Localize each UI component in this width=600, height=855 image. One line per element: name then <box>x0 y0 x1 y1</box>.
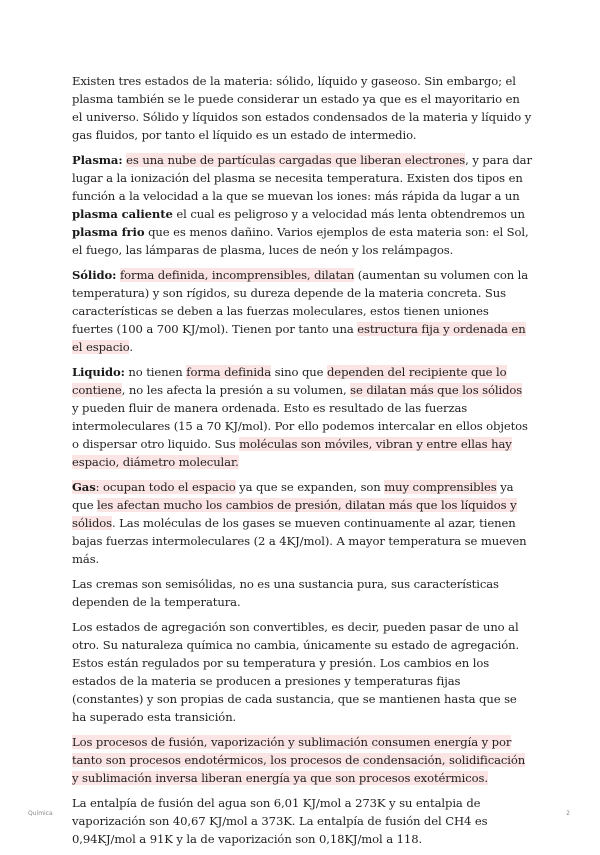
bold-term: plasma frio <box>72 225 145 239</box>
highlighted-text: estructura fija y ordenada en el espacio <box>72 322 526 354</box>
paragraph <box>72 363 532 471</box>
highlighted-text: moléculas son móviles, vibran y entre ellas hay espacio, diámetro molecular. <box>72 437 512 469</box>
paragraph <box>72 151 532 259</box>
highlighted-text: es una nube de partículas cargadas que liberan electrones <box>126 153 466 167</box>
text-run: Los estados de agregación son convertibles, es decir, pueden pasar de uno al otro. Su naturaleza química no cambia, únicamente su estado de agregación. Estos están regulados por su temperatura y presión. Los cambios en los estados de la materia se producen a presiones y temperaturas fijas (constantes) y son propias de cada sustancia, que se mantienen hasta que se ha superado esta transición. <box>72 620 520 724</box>
text-run: , y para dar lugar a la ionización del plasma se necesita temperatura. Existen dos tipos en función a la velocidad a la que se muevan los iones: más rápida da lugar a un <box>72 153 532 203</box>
highlighted-text: forma definida, incomprensibles, dilatan <box>119 268 355 282</box>
text-run: que es menos dañino. Varios ejemplos de esta materia son: el Sol, el fuego, las lámparas de plasma, luces de neón y los relámpagos. <box>72 225 529 257</box>
highlighted-text: Gas <box>72 480 96 494</box>
highlighted-text: les afectan mucho los cambios de presión, dilatan más que los líquidos y sólidos <box>72 498 517 530</box>
page-number: 2 <box>566 810 570 817</box>
bold-term: Plasma: <box>72 153 123 167</box>
text-run: el cual es peligroso y a velocidad más lenta obtendremos un <box>172 207 525 221</box>
highlighted-text: muy comprensibles <box>384 480 497 494</box>
text-run: (aumentan su volumen con la temperatura) y son rígidos, su dureza depende de la materia concreta. Sus características se deben a las fuerzas moleculares, estos tienen uniones fuertes (100 a 700 KJ/mol). Tienen por tanto una <box>72 268 529 336</box>
paragraph <box>72 575 532 611</box>
document-body <box>72 72 532 855</box>
text-run: Existen tres estados de la materia: sólido, líquido y gaseoso. Sin embargo; el plasma también se le puede considerar un estado ya que es el mayoritario en el universo. Sólido y líquidos son estados condensados de la materia y líquido y gas fluidos, por tanto el líquido es un estado de intermedio. <box>72 74 532 142</box>
paragraph <box>72 733 532 787</box>
bold-term: Liquido: <box>72 365 125 379</box>
text-run: La entalpía de fusión del agua son 6,01 KJ/mol a 273K y su entalpia de vaporización son 40,67 KJ/mol a 373K. La entalpía de fusión del CH4 es 0,94KJ/mol a 91K y la de vaporización son 0,18KJ/mol a 118. <box>72 796 488 846</box>
bold-term: Sólido: <box>72 268 117 282</box>
highlighted-text: Los procesos de fusión, vaporización y sublimación consumen energía y por tanto son procesos endotérmicos, los procesos de condensación, solidificación y sublimación inversa liberan energía ya que son procesos exotérmicos. <box>72 735 526 785</box>
highlighted-text: se dilatan más que los sólidos <box>350 383 523 397</box>
text-run: , no les afecta la presión a su volumen, <box>121 383 351 397</box>
paragraph <box>72 478 532 568</box>
bold-term: plasma caliente <box>72 207 173 221</box>
highlighted-text: forma definida <box>186 365 272 379</box>
text-run: ya que se expanden, son <box>235 480 385 494</box>
highlighted-text: : <box>95 480 104 494</box>
text-run: y pueden fluir de manera ordenada. Esto es resultado de las fuerzas intermoleculares (15 a 70 KJ/mol). Por ello podemos intercalar en ellos objetos o dispersar otro liquido. Sus <box>72 401 528 451</box>
paragraph <box>72 618 532 726</box>
text-run: ya que <box>72 480 514 512</box>
text-run: . Las moléculas de los gases se mueven continuamente al azar, tienen bajas fuerzas intermoleculares (2 a 4KJ/mol). A mayor temperatura se mueven más. <box>72 516 527 566</box>
text-run: . <box>129 340 133 354</box>
text-run: no tienen <box>124 365 187 379</box>
paragraph <box>72 72 532 144</box>
highlighted-text: dependen del recipiente que lo contiene <box>72 365 507 397</box>
footer-subject: Química <box>28 810 53 817</box>
paragraph <box>72 794 532 848</box>
highlighted-text: ocupan todo el espacio <box>103 480 236 494</box>
text-run: sino que <box>271 365 327 379</box>
paragraph <box>72 266 532 356</box>
text-run: Las cremas son semisólidas, no es una sustancia pura, sus características dependen de la temperatura. <box>72 577 499 609</box>
